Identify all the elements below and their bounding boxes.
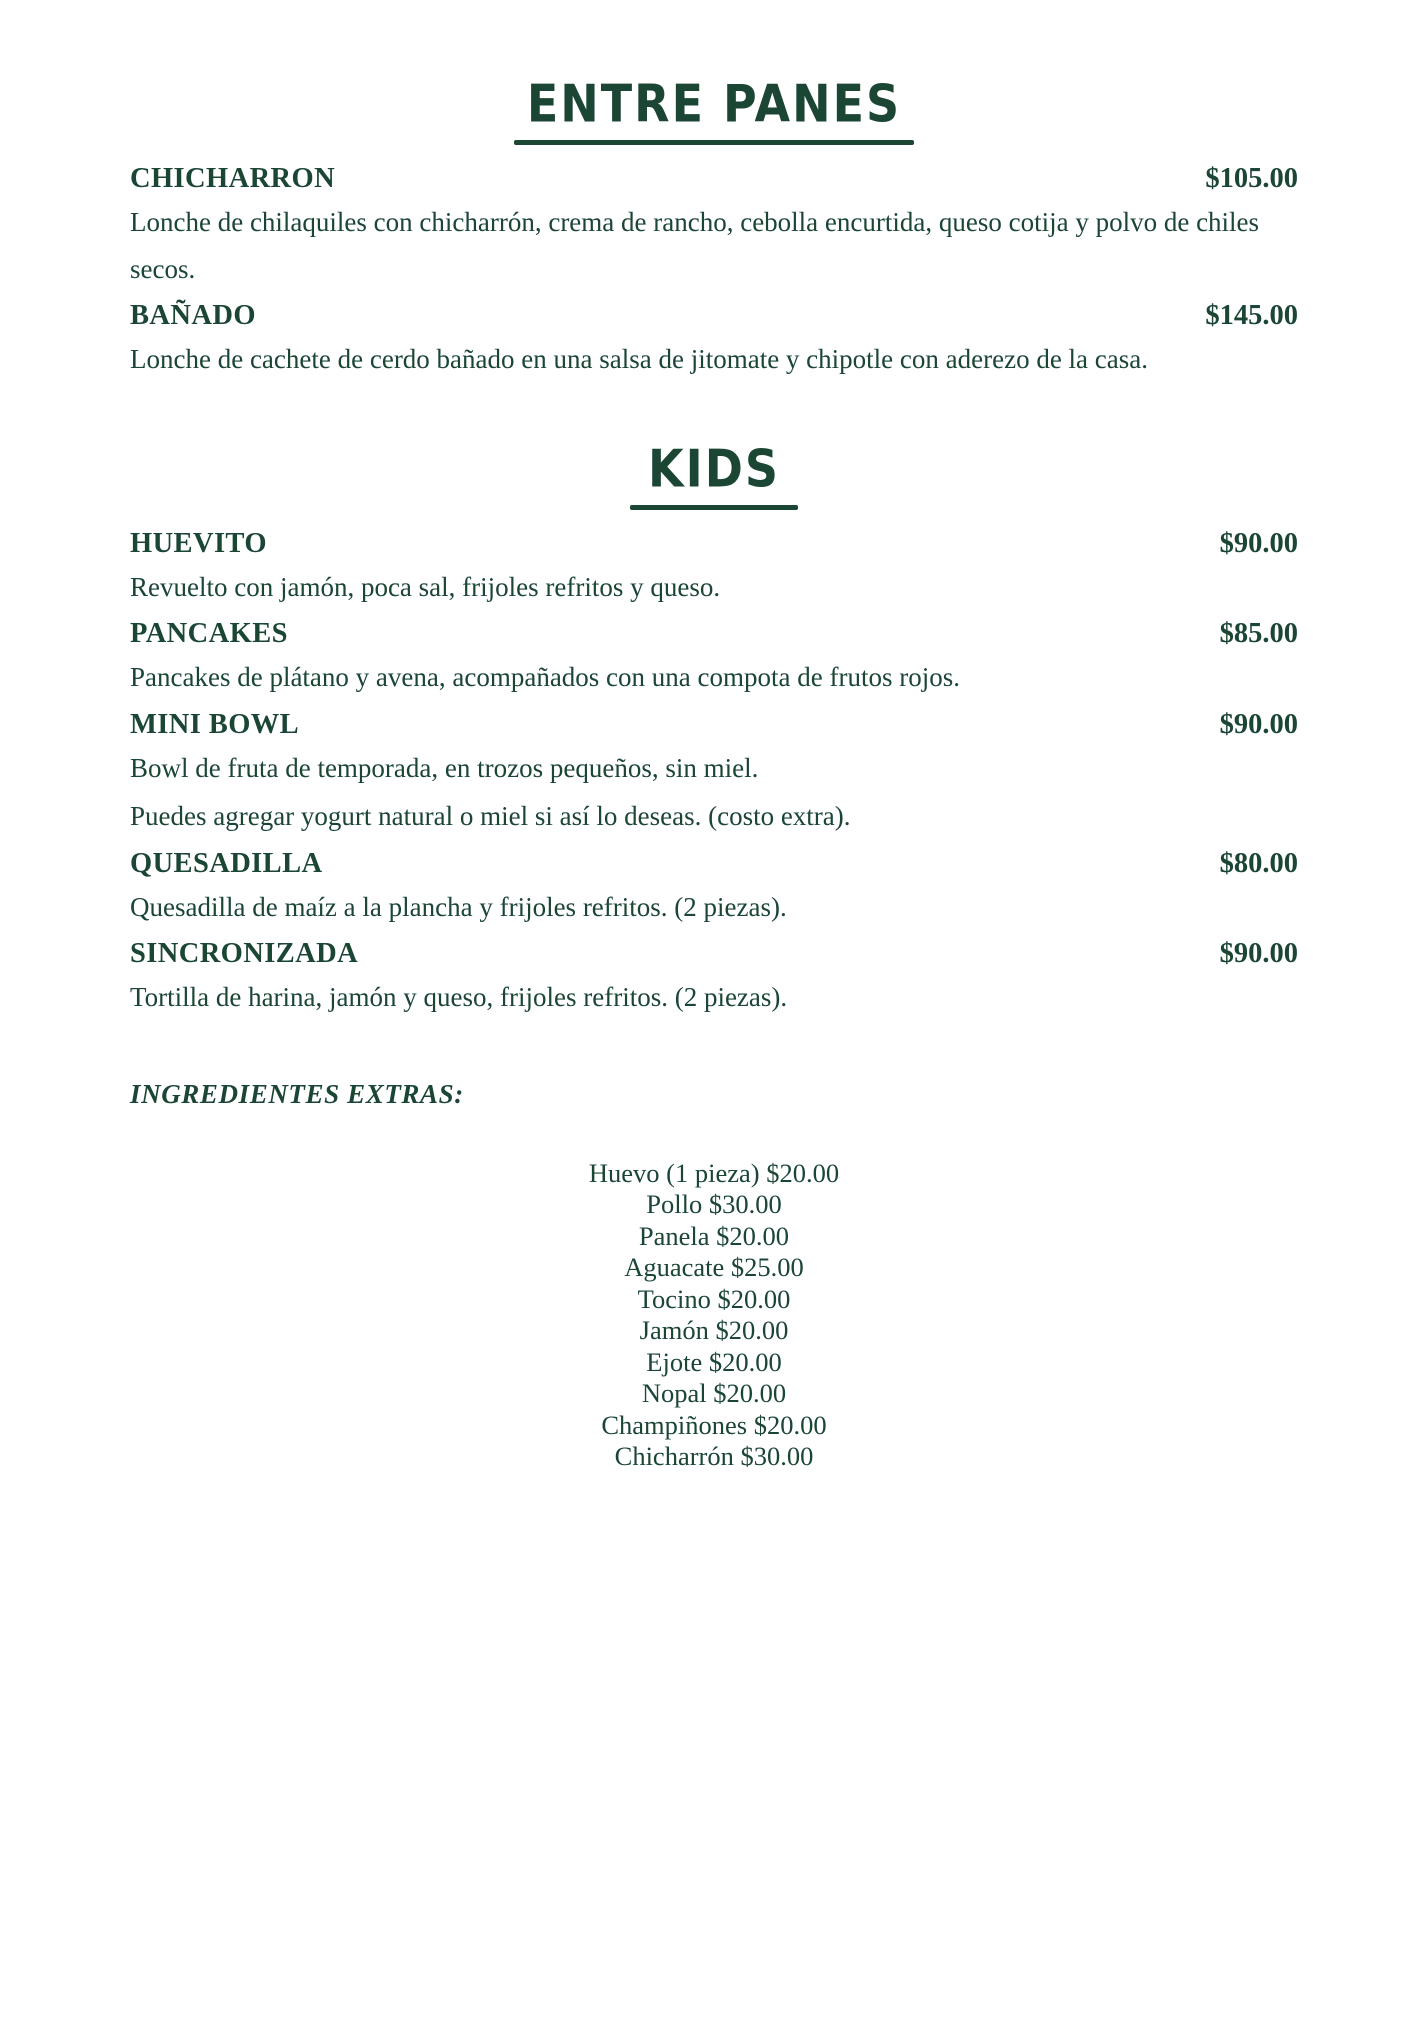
extras-list-item: Nopal $20.00 xyxy=(641,1378,787,1409)
section-heading-entre-panes xyxy=(130,73,1298,145)
section-underline xyxy=(514,140,914,145)
menu-item-name: HUEVITO xyxy=(130,527,267,559)
menu-item-name: PANCAKES xyxy=(130,618,288,650)
menu-item xyxy=(130,709,1298,840)
extras-list-item: Panela $20.00 xyxy=(638,1220,790,1251)
extras-list-item: Pollo $30.00 xyxy=(646,1189,782,1220)
menu-item-price: $90.00 xyxy=(1219,938,1298,970)
extras-list-item: Champiñones $20.00 xyxy=(601,1409,827,1440)
menu-item-row xyxy=(130,709,1298,741)
menu-item-name: CHICHARRON xyxy=(130,163,336,195)
menu-item xyxy=(130,848,1298,930)
menu-item-description: Lonche de chilaquiles con chicharrón, crema de rancho, cebolla encurtida, queso cotija y polvo de chiles secos. xyxy=(130,207,1260,284)
extras-list xyxy=(130,1158,1298,1473)
menu-item-description: Bowl de fruta de temporada, en trozos pequeños, sin miel. xyxy=(130,752,759,783)
menu-item xyxy=(130,300,1298,382)
menu-item-price: $105.00 xyxy=(1205,163,1298,195)
menu-item-description: Quesadilla de maíz a la plancha y frijoles refritos. (2 piezas). xyxy=(130,891,787,922)
section-underline xyxy=(630,505,798,510)
section-title: ENTRE PANES xyxy=(526,73,902,134)
section-heading-kids xyxy=(130,437,1298,510)
menu-item xyxy=(130,938,1298,1020)
menu-item-price: $145.00 xyxy=(1205,300,1298,332)
extras-list-item: Huevo (1 pieza) $20.00 xyxy=(588,1157,840,1188)
menu-item-row xyxy=(130,618,1298,650)
section-title: KIDS xyxy=(647,437,781,499)
extras-list-item: Chicharrón $30.00 xyxy=(614,1441,814,1472)
extras-list-item: Aguacate $25.00 xyxy=(624,1252,804,1283)
menu-item-row xyxy=(130,938,1298,970)
menu-item-description: Pancakes de plátano y avena, acompañados con una compota de frutos rojos. xyxy=(130,662,960,693)
menu-item-name: QUESADILLA xyxy=(130,847,323,879)
menu-item-description: Revuelto con jamón, poca sal, frijoles refritos y queso. xyxy=(130,571,721,602)
menu-item xyxy=(130,528,1298,610)
menu-item-row xyxy=(130,528,1298,560)
extras-list-item: Tocino $20.00 xyxy=(637,1283,791,1314)
extras-list-item: Jamón $20.00 xyxy=(639,1315,789,1346)
extras-heading: INGREDIENTES EXTRAS: xyxy=(130,1078,464,1109)
menu-item-name: MINI BOWL xyxy=(130,708,300,740)
menu-item-price: $80.00 xyxy=(1219,847,1298,879)
menu-item-name: BAÑADO xyxy=(130,300,256,332)
menu-item-row xyxy=(130,300,1298,332)
menu-item-price: $85.00 xyxy=(1219,618,1298,650)
menu-item-row xyxy=(130,163,1298,195)
menu-item-row xyxy=(130,848,1298,880)
menu-item-description: Tortilla de harina, jamón y queso, frijoles refritos. (2 piezas). xyxy=(130,982,788,1013)
menu-item-price: $90.00 xyxy=(1219,527,1298,559)
menu-item xyxy=(130,618,1298,700)
menu-item-description: Lonche de cachete de cerdo bañado en una salsa de jitomate y chipotle con aderezo de la casa. xyxy=(130,344,1148,375)
menu-item-price: $90.00 xyxy=(1219,708,1298,740)
menu-item-description-secondary: Puedes agregar yogurt natural o miel si así lo deseas. (costo extra). xyxy=(130,801,851,832)
extras-list-item: Ejote $20.00 xyxy=(646,1346,782,1377)
menu-item-name: SINCRONIZADA xyxy=(130,938,359,970)
menu-item xyxy=(130,163,1298,292)
